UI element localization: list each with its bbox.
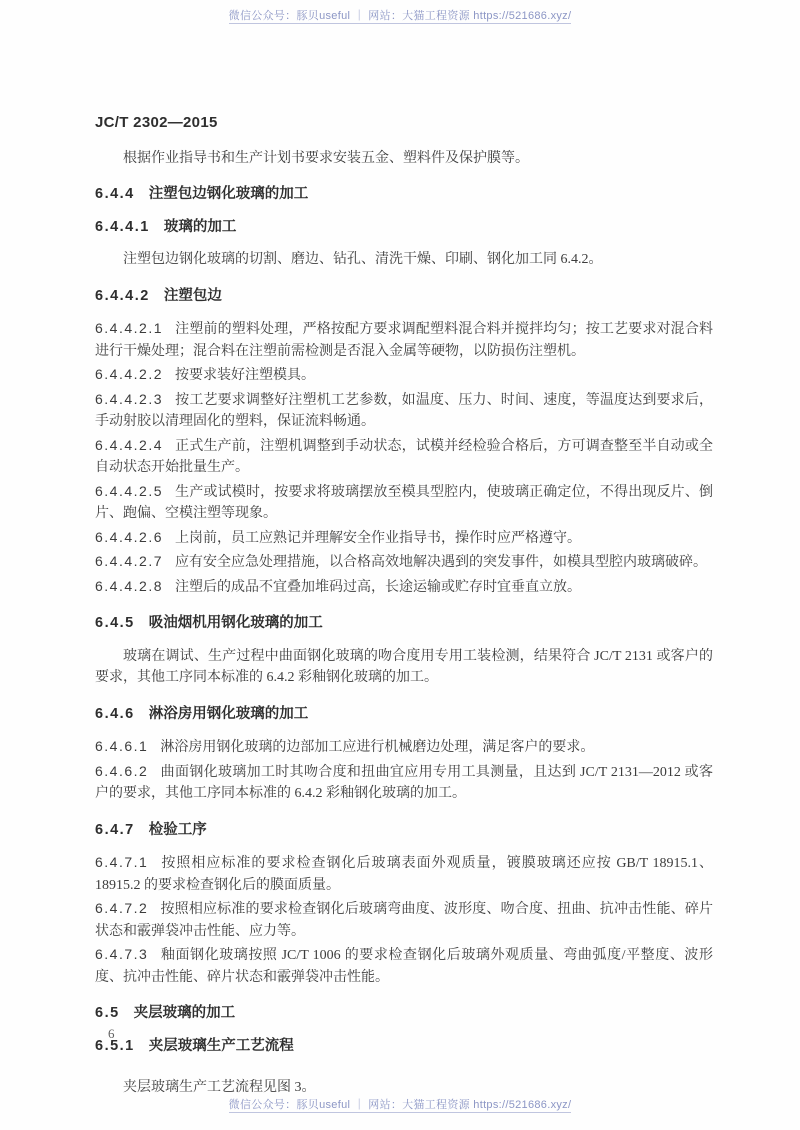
page-content: [95, 112, 713, 1109]
clause-paragraph: [95, 852, 713, 896]
section-number: 6.4.4.1: [95, 218, 150, 235]
clause-text: 按要求装好注塑模具。: [175, 368, 315, 383]
section-title: 淋浴房用钢化玻璃的加工: [148, 705, 309, 722]
section-heading: [95, 184, 713, 206]
section-heading: [95, 613, 713, 635]
section-title: 夹层玻璃生产工艺流程: [148, 1037, 294, 1054]
clause-text: 釉面钢化玻璃按照 JC/T 1006 的要求检查钢化后玻璃外观质量、弯曲弧度/平整度、波形度、抗冲击性能、碎片状态和霰弹袋冲击性能。: [95, 948, 713, 985]
section-title: 夹层玻璃的加工: [133, 1005, 236, 1021]
clause-text: 按照相应标准的要求检查钢化后玻璃表面外观质量，镀膜玻璃还应按 GB/T 18915.1、18915.2 的要求检查钢化后的膜面质量。: [95, 856, 713, 893]
clause-paragraph: [95, 736, 713, 759]
clause-number: 6.4.4.2.1: [95, 320, 163, 336]
section-heading: [95, 286, 713, 308]
clause-text: 正式生产前，注塑机调整到手动状态，试模并经检验合格后，方可调查整至半自动或全自动状态开始批量生产。: [95, 438, 713, 475]
clause-paragraph: [95, 389, 713, 433]
section-title: 注塑包边钢化玻璃的加工: [148, 186, 309, 202]
doc-number: JC/T 2302—2015: [95, 114, 218, 131]
clause-text: 淋浴房用钢化玻璃的边部加工应进行机械磨边处理，满足客户的要求。: [160, 740, 595, 755]
clause-paragraph: [95, 481, 713, 525]
clause-text: 注塑后的成品不宜叠加堆码过高，长途运输或贮存时宜垂直立放。: [175, 579, 581, 595]
clause-paragraph: [95, 435, 713, 479]
clause-text: 按工艺要求调整好注塑机工艺参数，如温度、压力、时间、速度，等温度达到要求后，手动射胶以清理固化的塑料，保证流料畅通。: [95, 392, 713, 429]
section-title: 吸油烟机用钢化玻璃的加工: [148, 615, 323, 631]
clause-number: 6.4.4.2.2: [95, 366, 163, 382]
clause-number: 6.4.4.2.3: [95, 390, 163, 407]
body-paragraph: 玻璃在调试、生产过程中曲面钢化玻璃的吻合度用专用工装检测，结果符合 JC/T 2131 或客户的要求，其他工序同本标准的 6.4.2 彩釉钢化玻璃的加工。: [95, 648, 713, 685]
clause-text: 按照相应标准的要求检查钢化后玻璃弯曲度、波形度、吻合度、扭曲、抗冲击性能、碎片状态和霰弹袋冲击性能、应力等。: [95, 902, 713, 939]
section-number: 6.5: [95, 1005, 120, 1021]
clause-paragraph: [95, 527, 713, 550]
section-number: 6.4.4: [95, 186, 135, 202]
section-heading: [95, 1003, 713, 1025]
section-number: 6.4.4.2: [95, 287, 150, 304]
section-title: 检验工序: [148, 821, 207, 838]
clause-paragraph: [95, 364, 713, 387]
content-blocks: [95, 148, 713, 1099]
watermark-bottom: [0, 1096, 800, 1112]
clause-text: 上岗前，员工应熟记并理解安全作业指导书，操作时应严格遵守。: [175, 530, 581, 546]
body-paragraph: 注塑包边钢化玻璃的切割、磨边、钻孔、清洗干燥、印刷、钢化加工同 6.4.2。: [123, 252, 603, 267]
clause-number: 6.4.7.1: [95, 854, 149, 870]
section-number: 6.5.1: [95, 1037, 135, 1054]
clause-text: 应有安全应急处理措施，以合格高效地解决遇到的突发事件，如模具型腔内玻璃破碎。: [175, 555, 707, 570]
clause-paragraph: [95, 761, 713, 805]
clause-text: 生产或试模时，按要求将玻璃摆放至模具型腔内，使玻璃正确定位，不得出现反片、倒片、跑偏、空模注塑等现象。: [95, 484, 713, 521]
clause-number: 6.4.6.2: [95, 762, 149, 779]
clause-number: 6.4.4.2.8: [95, 577, 163, 594]
watermark-bottom-text: 微信公众号：豚贝useful ｜ 网站：大猫工程资源 https://521686.xyz/: [228, 1099, 572, 1111]
watermark-top: [0, 7, 800, 23]
section-title: 玻璃的加工: [163, 218, 237, 235]
section-heading: [95, 704, 713, 726]
body-paragraph: 根据作业指导书和生产计划书要求安装五金、塑料件及保护膜等。: [123, 150, 529, 166]
watermark-top-text: 微信公众号：豚贝useful ｜ 网站：大猫工程资源 https://521686.xyz/: [228, 10, 572, 22]
clause-number: 6.4.7.3: [95, 946, 149, 962]
section-heading: [95, 217, 713, 239]
page-number: 6: [108, 1026, 115, 1041]
clause-paragraph: [95, 898, 713, 942]
clause-number: 6.4.4.2.4: [95, 436, 163, 453]
section-number: 6.4.7: [95, 821, 135, 838]
clause-paragraph: [95, 576, 713, 599]
section-heading: [95, 820, 713, 842]
section-number: 6.4.6: [95, 705, 135, 722]
clause-number: 6.4.6.1: [95, 738, 149, 754]
clause-number: 6.4.4.2.7: [95, 553, 163, 569]
body-paragraph: 夹层玻璃生产工艺流程见图 3。: [123, 1080, 316, 1095]
clause-text: 曲面钢化玻璃加工时其吻合度和扭曲宜应用专用工具测量，且达到 JC/T 2131—2012 或客户的要求，其他工序同本标准的 6.4.2 彩釉钢化玻璃的加工。: [95, 764, 713, 801]
section-heading: [95, 1036, 713, 1058]
clause-number: 6.4.4.2.5: [95, 482, 163, 499]
clause-paragraph: [95, 318, 713, 362]
clause-text: 注塑前的塑料处理，严格按配方要求调配塑料混合料并搅拌均匀；按工艺要求对混合料进行干燥处理；混合料在注塑前需检测是否混入金属等硬物，以防损伤注塑机。: [95, 322, 713, 359]
clause-number: 6.4.7.2: [95, 900, 149, 916]
clause-paragraph: [95, 944, 713, 988]
section-number: 6.4.5: [95, 615, 135, 631]
clause-paragraph: [95, 551, 713, 574]
clause-number: 6.4.4.2.6: [95, 528, 163, 545]
section-title: 注塑包边: [163, 287, 222, 304]
